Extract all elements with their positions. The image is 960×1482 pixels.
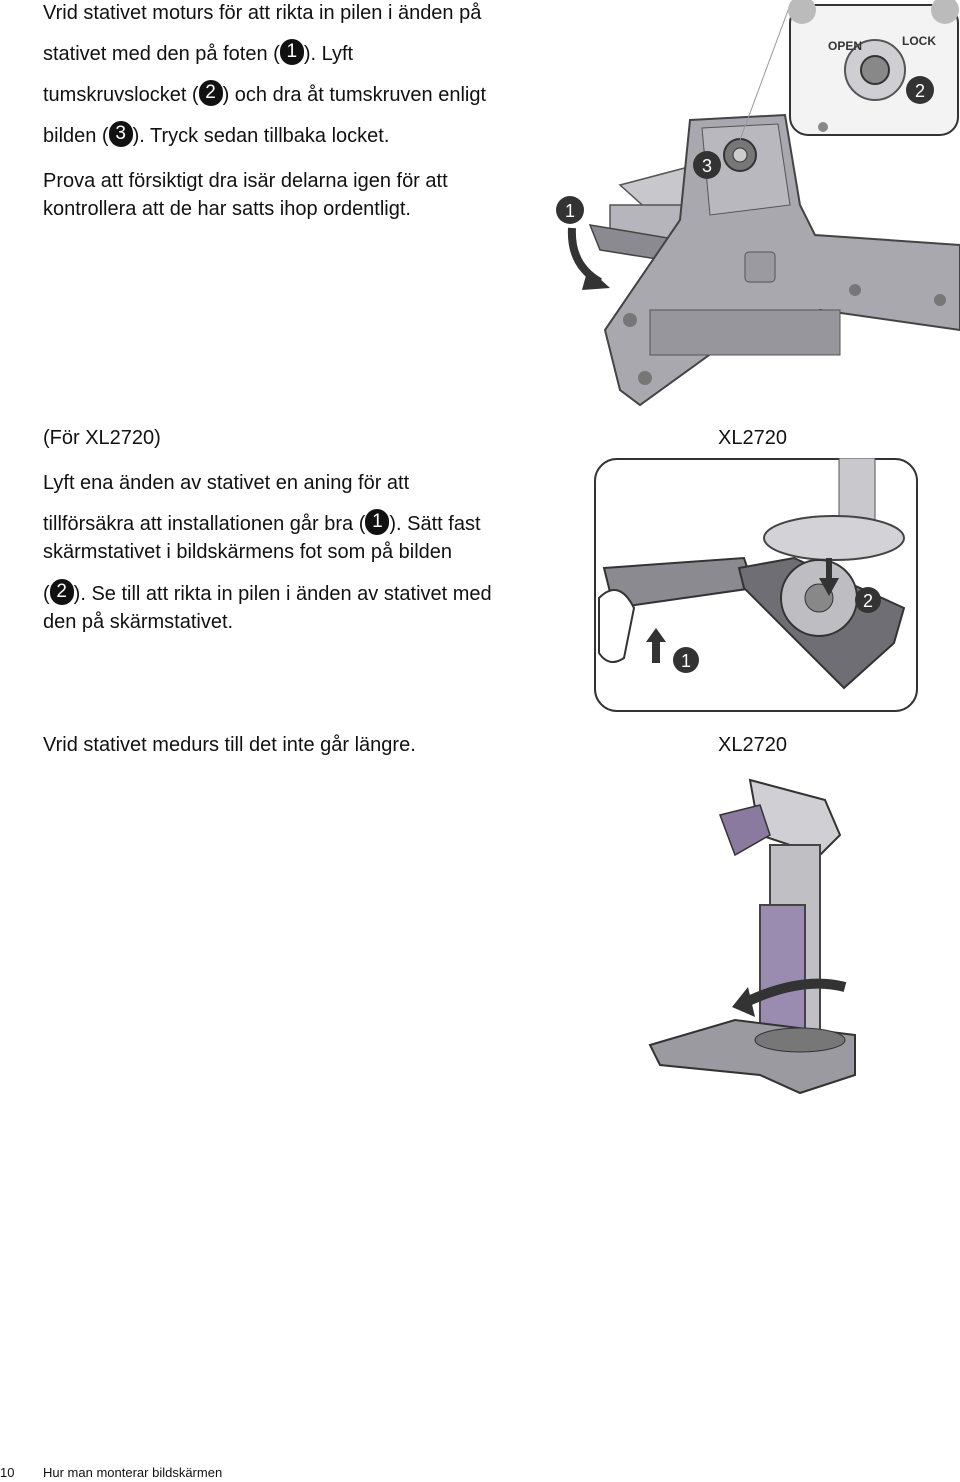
instruction-line: stativet med den på foten ( 1 ). Lyft: [43, 40, 354, 65]
callout-2: 2: [914, 81, 926, 101]
stand-rotate-illustration: [640, 775, 865, 1100]
instruction-line: tillförsäkra att installationen går bra ( 1 ). Sätt fast: [43, 510, 481, 535]
step-marker-2: 2: [199, 80, 223, 106]
chapter-title: Hur man monterar bildskärmen: [43, 1465, 223, 1480]
base-attach-illustration: [594, 458, 918, 712]
step-marker-1: 1: [280, 39, 304, 65]
instruction-line: bilden ( 3 ). Tryck sedan tillbaka locket.: [43, 122, 390, 147]
callout-3: 3: [701, 156, 713, 176]
instruction-line: Lyft ena änden av stativet en aning för att: [43, 472, 410, 494]
instruction-line: tumskruvslocket ( 2 ) och dra åt tumskruven enligt: [43, 81, 487, 106]
step-marker-3: 3: [109, 121, 133, 147]
open-label: OPEN: [828, 39, 863, 53]
instruction-line: Vrid stativet moturs för att rikta in pilen i änden på: [43, 2, 482, 24]
instruction-line: Prova att försiktigt dra isär delarna igen för att: [43, 170, 448, 192]
instruction-line: ( 2 ). Se till att rikta in pilen i änden av stativet med: [43, 580, 492, 605]
instruction-line: den på skärmstativet.: [43, 611, 234, 633]
lock-label: LOCK: [902, 34, 936, 48]
callout-1: 1: [680, 651, 692, 671]
model-label: XL2720: [718, 734, 787, 756]
step-marker-2: 2: [50, 579, 74, 605]
callout-1: 1: [564, 201, 576, 221]
model-label: XL2720: [718, 427, 787, 449]
page-number: 10: [0, 1465, 15, 1480]
section-heading: (För XL2720): [43, 427, 161, 449]
stand-base-illustration: [540, 0, 960, 410]
instruction-line: kontrollera att de har satts ihop ordentligt.: [43, 198, 411, 220]
callout-2: 2: [862, 591, 874, 611]
instruction-line: Vrid stativet medurs till det inte går längre.: [43, 734, 416, 756]
step-marker-1: 1: [365, 509, 389, 535]
instruction-line: skärmstativet i bildskärmens fot som på bilden: [43, 541, 453, 563]
